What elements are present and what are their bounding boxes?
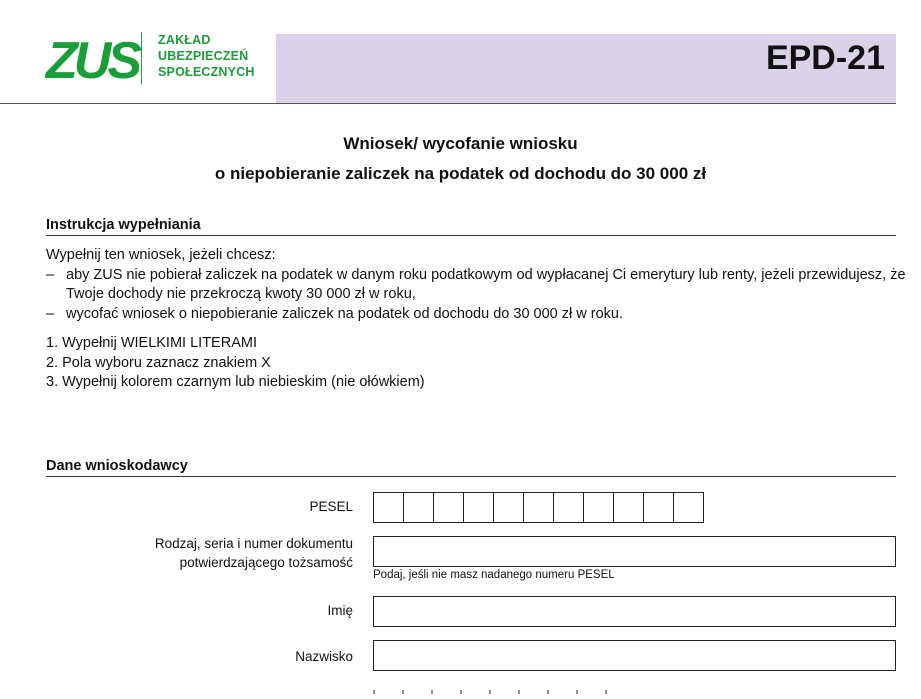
instruction-bullet — [46, 305, 906, 325]
next-field-ticks — [373, 688, 633, 694]
instruction-bullet — [46, 266, 906, 305]
institution-line: SPOŁECZNYCH — [158, 65, 255, 79]
pesel-label: PESEL — [309, 499, 353, 514]
pesel-digit-box[interactable] — [554, 493, 584, 522]
pesel-digit-box[interactable] — [434, 493, 464, 522]
first-name-label: Imię — [327, 603, 353, 618]
pesel-digit-box[interactable] — [404, 493, 434, 522]
zus-logo-wordmark: ZUS — [46, 32, 138, 90]
next-field-boxes — [373, 681, 633, 687]
pesel-digit-box[interactable] — [644, 493, 674, 522]
first-name-field[interactable] — [373, 596, 896, 627]
document-label-line: Rodzaj, seria i numer dokumentu — [154, 536, 353, 551]
instructions-intro: Wypełnij ten wniosek, jeżeli chcesz: — [46, 247, 276, 263]
pesel-digit-box[interactable] — [374, 493, 404, 522]
institution-name — [158, 32, 255, 80]
applicant-heading: Dane wnioskodawcy — [46, 458, 188, 474]
pesel-digit-box[interactable] — [524, 493, 554, 522]
document-label-line: potwierdzającego tożsamość — [179, 555, 353, 570]
instructions-heading: Instrukcja wypełniania — [46, 217, 201, 233]
pesel-input[interactable] — [373, 492, 704, 523]
instruction-bullet-text: wycofać wniosek o niepobieranie zaliczek na podatek od dochodu do 30 000 zł w roku. — [66, 305, 623, 322]
pesel-digit-box[interactable] — [584, 493, 614, 522]
bullet-dash: – — [46, 266, 55, 283]
applicant-rule — [46, 476, 896, 477]
bullet-dash: – — [46, 305, 55, 322]
institution-line: ZAKŁAD — [158, 33, 211, 47]
pesel-digit-box[interactable] — [464, 493, 494, 522]
pesel-digit-box[interactable] — [494, 493, 524, 522]
document-hint: Podaj, jeśli nie masz nadanego numeru PESEL — [373, 569, 615, 581]
instructions-body — [46, 246, 906, 393]
zus-logo — [46, 30, 138, 90]
form-title-line-2: o niepobieranie zaliczek na podatek od dochodu do 30 000 zł — [214, 164, 707, 183]
header-divider — [0, 103, 896, 104]
document-label — [155, 534, 353, 572]
document-field[interactable] — [373, 536, 896, 567]
instruction-step: 2. Pola wyboru zaznacz znakiem X — [46, 354, 271, 371]
pesel-digit-box[interactable] — [674, 493, 703, 522]
form-title-line-1: Wniosek/ wycofanie wniosku — [343, 134, 578, 153]
instruction-bullet-text: aby ZUS nie pobierał zaliczek na podatek w danym roku podatkowym od wypłacanej Ci emerytury lub renty, jeżeli przewidujesz, że Twoje dochody nie przekroczą kwoty 30 000 zł w roku, — [66, 266, 906, 302]
instructions-rule — [46, 235, 896, 236]
form-code: EPD-21 — [765, 39, 885, 77]
zus-logo-icon — [46, 30, 138, 90]
pesel-digit-box[interactable] — [614, 493, 644, 522]
instruction-step: 1. Wypełnij WIELKIMI LITERAMI — [46, 335, 257, 351]
last-name-field[interactable] — [373, 640, 896, 671]
institution-line: UBEZPIECZEŃ — [158, 49, 249, 63]
logo-divider — [141, 32, 142, 84]
last-name-label: Nazwisko — [295, 649, 353, 664]
instruction-step: 3. Wypełnij kolorem czarnym lub niebieskim (nie ołówkiem) — [46, 374, 425, 390]
